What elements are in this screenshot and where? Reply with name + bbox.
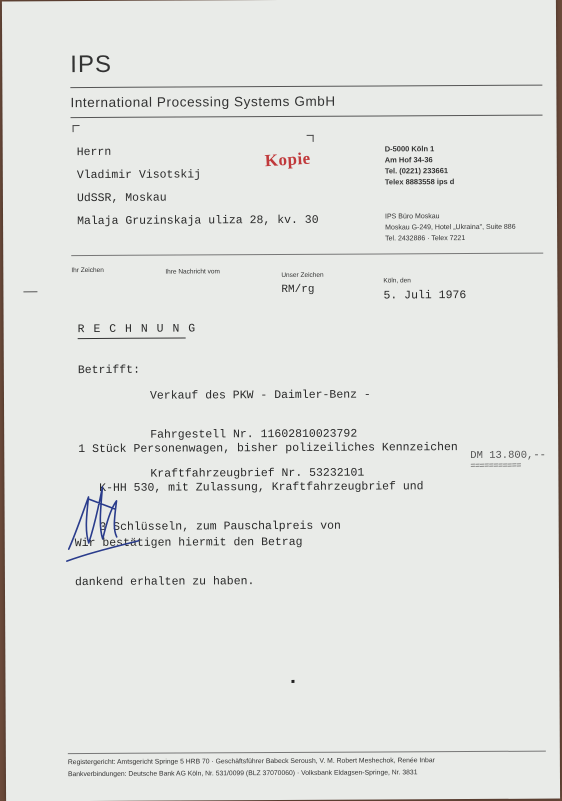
footer-register: Registergericht: Amtsgericht Springe 5 HRB 70 · Geschäftsführer Babeck Seroush, V. M. Robert Meshechok, Renée Inbar xyxy=(67,757,435,767)
reference-rule xyxy=(71,253,543,256)
amount-double-underline: =========== xyxy=(470,460,521,472)
sender-address xyxy=(385,143,455,187)
office-line: IPS Büro Moskau xyxy=(385,213,440,221)
betrifft-line: Verkauf des PKW - Daimler-Benz - xyxy=(149,388,371,403)
sender-line: Tel. (0221) 233661 xyxy=(384,166,449,176)
office-line: Tel. 2432886 · Telex 7221 xyxy=(385,235,466,243)
sender-line: Am Hof 34-36 xyxy=(384,155,433,165)
header-rule-top xyxy=(70,85,542,88)
title-underline xyxy=(78,337,186,339)
ihr-zeichen-label: Ihr Zeichen xyxy=(71,266,104,275)
fold-mark xyxy=(23,291,37,292)
item-line: 1 Stück Personenwagen, bisher polizeiliches Kennzeichen xyxy=(78,441,458,457)
sender-line: Telex 8883558 ips d xyxy=(384,177,455,187)
recipient-line: Malaja Gruzinskaja uliza 28, kv. 30 xyxy=(77,213,319,229)
unser-zeichen-label: Unser Zeichen xyxy=(281,271,324,279)
betrifft-label: Betrifft: xyxy=(77,363,141,378)
unser-zeichen-value: RM/rg xyxy=(281,283,315,296)
company-logo: IPS xyxy=(70,50,112,79)
footer-rule xyxy=(68,751,546,755)
invoice-sheet xyxy=(2,0,560,801)
betrifft-line: Kraftfahrzeugbrief Nr. 53232101 xyxy=(150,466,365,481)
document-title: R E C H N U N G xyxy=(77,322,197,337)
handwritten-signature xyxy=(58,479,148,569)
header-rule-bottom xyxy=(71,115,543,118)
window-corner-mark xyxy=(73,125,80,132)
item-line: K-HH 530, mit Zulassung, Kraftfahrzeugbrief und xyxy=(78,480,424,496)
betrifft-line: Fahrgestell Nr. 11602810023792 xyxy=(150,427,358,442)
office-line: Moskau G-249, Hotel „Ukraina", Suite 886 xyxy=(385,223,516,232)
item-line: 3 Schlüsseln, zum Pauschalpreis von xyxy=(78,519,341,535)
invoice-date: 5. Juli 1976 xyxy=(383,289,467,303)
recipient-line: Herrn xyxy=(76,145,112,160)
recipient-line: UdSSR, Moskau xyxy=(76,191,167,206)
company-name: International Processing Systems GmbH xyxy=(70,93,336,111)
item-amount: DM 13.800,-- xyxy=(470,449,546,463)
kopie-stamp: Kopie xyxy=(264,148,312,171)
ink-dot xyxy=(291,680,294,683)
sender-line: D-5000 Köln 1 xyxy=(384,144,435,154)
recipient-line: Vladimir Visotskij xyxy=(76,168,202,183)
confirmation-line: Wir bestätigen hiermit den Betrag xyxy=(74,535,303,551)
ort-datum-label: Köln, den xyxy=(383,277,411,285)
ihre-nachricht-label: Ihre Nachricht vom xyxy=(165,268,220,276)
moscow-office-address xyxy=(385,211,516,245)
confirmation-line: dankend erhalten zu haben. xyxy=(74,575,255,590)
footer-bank: Bankverbindungen: Deutsche Bank AG Köln, Nr. 531/0099 (BLZ 37070060) · Volksbank Eldagsen-Springe, Nr. 3831 xyxy=(67,769,418,779)
